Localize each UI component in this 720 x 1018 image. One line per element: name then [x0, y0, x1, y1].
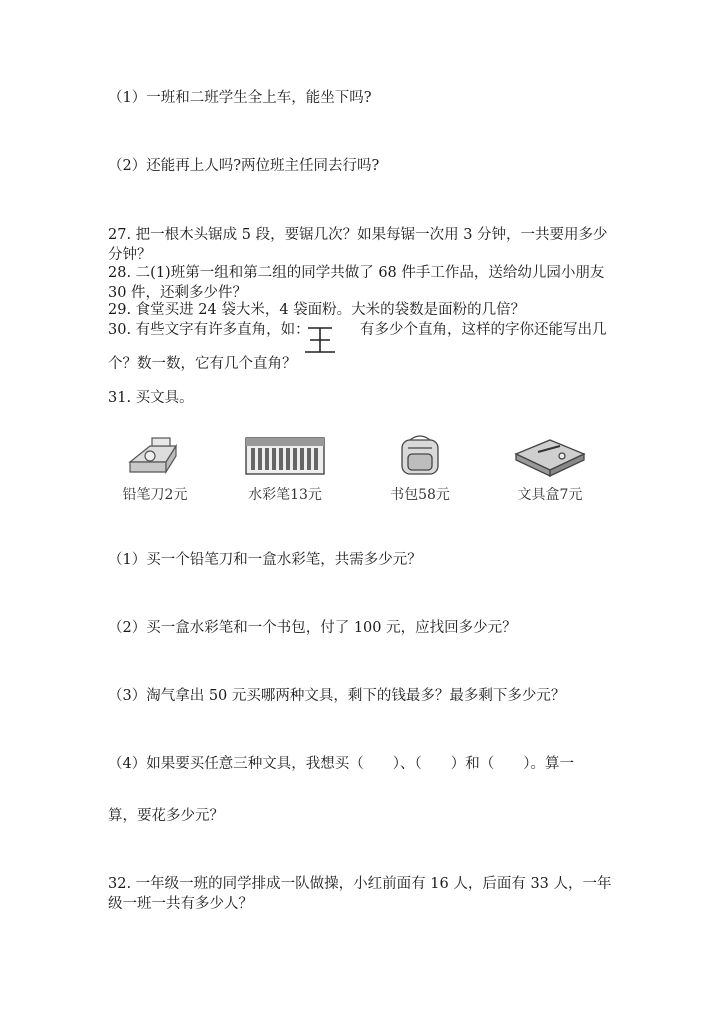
q31-sub1: （1）买一个铅笔刀和一盒水彩笔，共需多少元？	[108, 552, 422, 568]
school-bag-icon	[390, 432, 450, 478]
q32-text: 32. 一年级一班的同学排成一队做操，小红前面有 16 人，后面有 33 人，一年级一班一共有多少人？	[108, 876, 612, 912]
item-pencil-sharpener	[100, 432, 210, 504]
watercolor-pens-icon	[242, 432, 328, 478]
pencil-case-icon	[510, 432, 590, 478]
item-watercolor-pens	[230, 432, 340, 504]
item-label: 文具盒7元	[517, 487, 583, 503]
q28-text: 28. 二(1)班第一组和第二组的同学共做了 68 件手工作品，送给幼儿园小朋友 30 件，还剩多少件？	[108, 265, 605, 301]
wang-character-icon	[300, 320, 340, 360]
q29-text: 29. 食堂买进 24 袋大米，4 袋面粉。大米的袋数是面粉的几倍？	[108, 302, 526, 318]
item-pencil-case	[495, 432, 605, 504]
item-label: 书包58元	[390, 487, 450, 503]
q31-sub4-line1: （4）如果要买任意三种文具，我想买（ ）、（ ）和（ ）。算一	[108, 756, 574, 772]
q31-sub3: （3）淘气拿出 50 元买哪两种文具，剩下的钱最多？最多剩下多少元？	[108, 688, 566, 704]
q30-text-part1: 30. 有些文字有许多直角，如：	[108, 322, 310, 338]
q30-text-part3: 个？数一数，它有几个直角？	[108, 356, 297, 372]
q31-sub4-line2: 算，要花多少元？	[108, 808, 224, 824]
item-school-bag	[365, 432, 475, 504]
q27-text: 27. 把一根木头锯成 5 段，要锯几次？如果每锯一次用 3 分钟，一共要用多少分钟？	[108, 227, 608, 263]
q31-title: 31. 买文具。	[108, 390, 194, 406]
q30-text-part2: 有多少个直角，这样的字你还能写出几	[360, 322, 607, 338]
item-label: 水彩笔13元	[248, 487, 322, 503]
pencil-sharpener-icon	[120, 432, 190, 478]
q31-sub2: （2）买一盒水彩笔和一个书包，付了 100 元，应找回多少元？	[108, 620, 517, 636]
q26-sub2: （2）还能再上人吗?两位班主任同去行吗?	[108, 158, 380, 174]
q26-sub1: （1）一班和二班学生全上车，能坐下吗?	[108, 90, 372, 106]
item-label: 铅笔刀2元	[122, 487, 188, 503]
